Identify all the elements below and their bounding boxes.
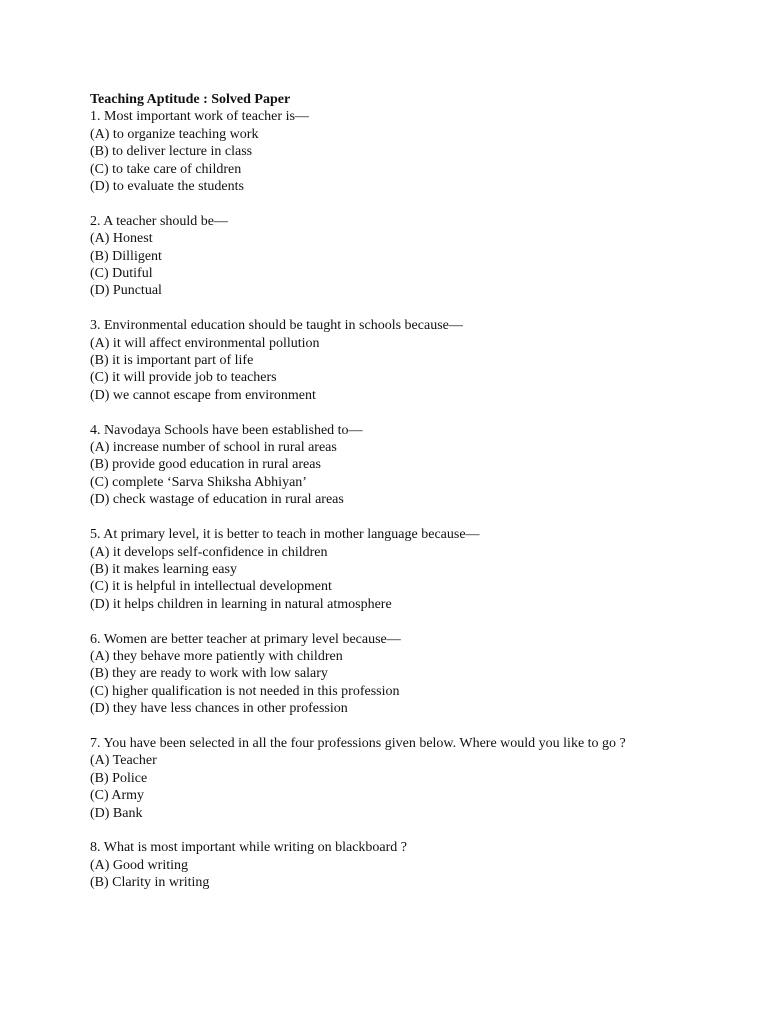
question-stem: 2. A teacher should be— <box>90 213 229 229</box>
option-d: (D) they have less chances in other profession <box>90 701 348 717</box>
question-block <box>90 317 730 404</box>
option-a: (A) increase number of school in rural areas <box>90 440 337 456</box>
option-d: (D) Bank <box>90 805 143 821</box>
question-block <box>90 631 730 718</box>
option-a: (A) to organize teaching work <box>90 126 259 142</box>
document-content <box>90 91 730 909</box>
option-b: (B) Dilligent <box>90 248 162 264</box>
option-d: (D) to evaluate the students <box>90 179 244 195</box>
question-stem: 7. You have been selected in all the four professions given below. Where would you like to go ? <box>90 735 626 751</box>
document-title: Teaching Aptitude : Solved Paper <box>90 92 291 107</box>
option-b: (B) they are ready to work with low salary <box>90 666 328 682</box>
option-d: (D) it helps children in learning in natural atmosphere <box>90 596 392 612</box>
question-block <box>90 422 730 509</box>
option-c: (C) Army <box>90 788 145 804</box>
option-a: (A) Honest <box>90 231 153 247</box>
question-stem: 1. Most important work of teacher is— <box>90 109 309 125</box>
option-a: (A) it will affect environmental pollution <box>90 335 320 351</box>
option-c: (C) it will provide job to teachers <box>90 370 277 386</box>
question-block <box>90 108 730 195</box>
question-stem: 5. At primary level, it is better to teach in mother language because— <box>90 527 480 543</box>
question-block <box>90 526 730 613</box>
question-stem: 6. Women are better teacher at primary level because— <box>90 631 401 647</box>
option-d: (D) we cannot escape from environment <box>90 387 316 403</box>
option-c: (C) higher qualification is not needed in this profession <box>90 683 400 699</box>
option-c: (C) it is helpful in intellectual development <box>90 579 332 595</box>
option-c: (C) Dutiful <box>90 266 153 282</box>
option-b: (B) Clarity in writing <box>90 875 210 891</box>
question-stem: 8. What is most important while writing on blackboard ? <box>90 840 408 856</box>
option-b: (B) it is important part of life <box>90 353 254 369</box>
question-stem: 4. Navodaya Schools have been established to— <box>90 422 363 438</box>
option-a: (A) they behave more patiently with children <box>90 648 343 664</box>
option-d: (D) check wastage of education in rural areas <box>90 492 344 508</box>
question-block <box>90 839 730 891</box>
option-a: (A) Teacher <box>90 753 157 769</box>
option-c: (C) complete ‘Sarva Shiksha Abhiyan’ <box>90 474 307 490</box>
question-block <box>90 213 730 300</box>
question-block <box>90 735 730 822</box>
option-d: (D) Punctual <box>90 283 162 299</box>
option-a: (A) Good writing <box>90 857 188 873</box>
option-b: (B) it makes learning easy <box>90 561 237 577</box>
option-b: (B) to deliver lecture in class <box>90 144 253 160</box>
option-b: (B) provide good education in rural areas <box>90 457 321 473</box>
option-a: (A) it develops self-confidence in children <box>90 544 328 560</box>
option-c: (C) to take care of children <box>90 161 242 177</box>
question-stem: 3. Environmental education should be taught in schools because— <box>90 318 463 334</box>
option-b: (B) Police <box>90 770 148 786</box>
